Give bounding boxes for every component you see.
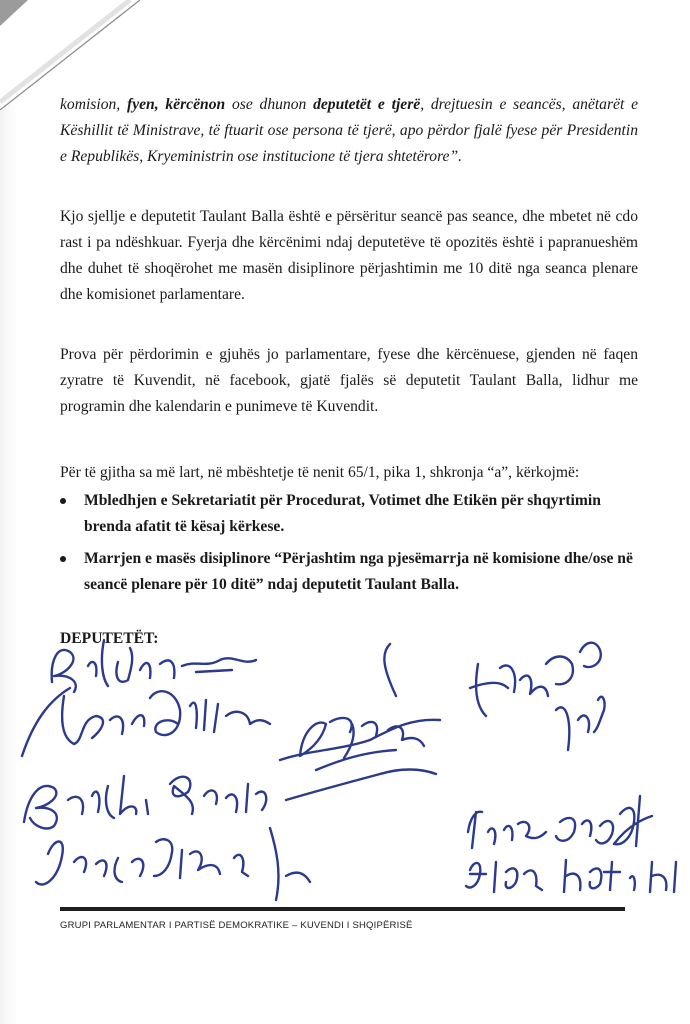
paragraph-quote-continuation [60,92,642,170]
signature-7 [468,796,652,848]
signature-8 [466,860,676,892]
handwritten-signatures [0,600,690,920]
footer-divider [60,907,625,911]
signature-2 [22,688,270,756]
text-run: komision, [60,96,127,113]
request-item-meeting: Mbledhjen e Sekretariatit për Procedurat, Votimet dhe Etikën për shqyrtimin brenda afatit të kësaj kërkese. [60,488,638,540]
request-list [60,488,638,604]
text-run: , drejtuesin e seancës, anëtarët e Këshillit të Ministrave, të ftuarit ose persona të tjerë, apo përdor fjalë fyese për Presidentin e Republikës, Kryeministrin ose institucione të tjera shtetërore”. [60,96,642,165]
request-item-sanction: Marrjen e masës disiplinore “Përjashtim nga pjesëmarrja në komisione dhe/ose në seancë plenare për 10 ditë” ndaj deputetit Taulant Balla. [60,546,638,598]
signature-6 [470,643,605,750]
footer-organization: GRUPI PARLAMENTAR I PARTISË DEMOKRATIKE – KUVENDI I SHQIPËRISË [60,920,413,931]
signature-1 [52,640,256,692]
paragraph-request-intro: Për të gjitha sa më lart, në mbështetje të nenit 65/1, pika 1, shkronja “a”, kërkojmë: [60,464,580,481]
paragraph-behavior: Kjo sjellje e deputetit Taulant Balla është e përsëritur seancë pas seance, dhe mbetet në cdo rast i pa ndëshkuar. Fyerja dhe kërcënimi ndaj deputetëve të opozitës është i papranueshëm dhe duhet të shoqërohet me masën disiplinore përjashtimin me 10 ditë nga seanca plenare dhe komisionet parlamentare. [60,208,638,303]
signature-3 [24,776,266,828]
text-run-bold: fyen, kërcënon [127,96,226,113]
signers-label: DEPUTETËT: [60,630,159,647]
signature-5 [280,644,440,800]
paragraph-evidence: Prova për përdorimin e gjuhës jo parlamentare, fyese dhe kërcënuese, gjenden në faqen zyratre të Kuvendit, në facebook, gjatë fjalës së deputetit Taulant Balla, lidhur me programin dhe kalendarin e punimeve të Kuvendit. [60,346,638,415]
signature-4 [36,828,310,900]
text-run-bold: deputetët e tjerë [313,96,421,113]
text-run: ose dhunon [225,96,314,113]
